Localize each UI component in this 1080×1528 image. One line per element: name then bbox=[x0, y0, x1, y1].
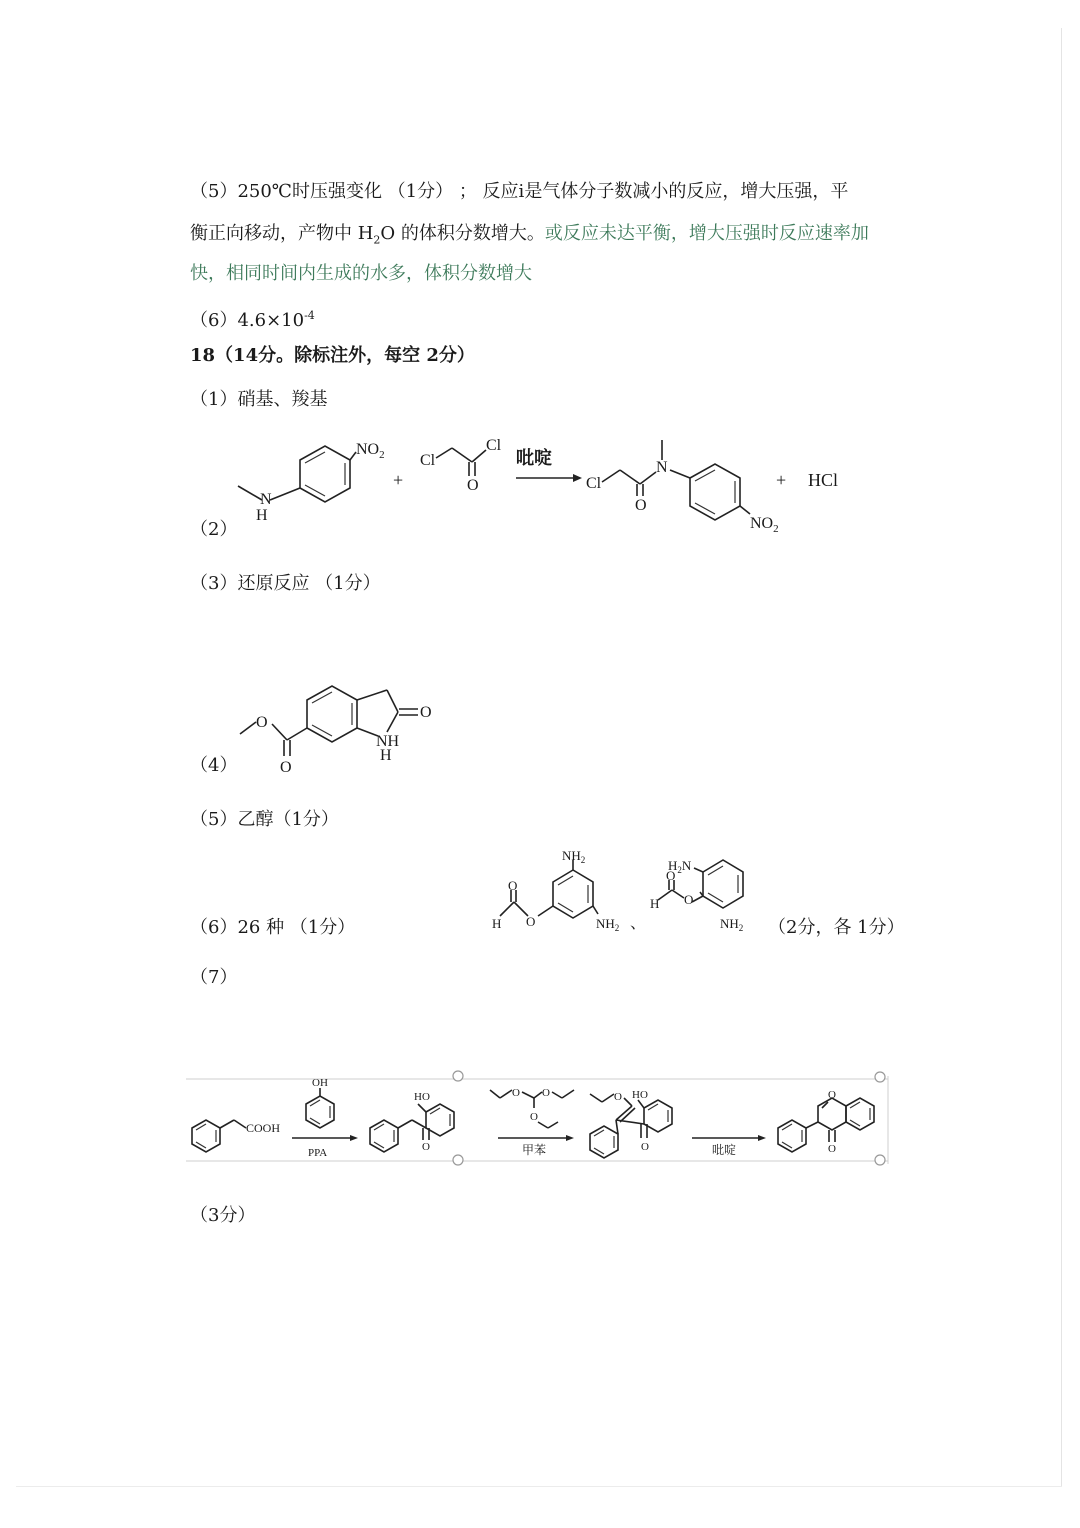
svg-text:Cl: Cl bbox=[586, 475, 602, 492]
svg-text:O: O bbox=[828, 1143, 836, 1155]
svg-text:+: + bbox=[393, 470, 404, 490]
q5-line-2: 衡正向移动，产物中 $H_2O$ 的体积分数增大。或反应未达平衡，增大压强时反应速率加 bbox=[190, 223, 869, 247]
svg-text:O: O bbox=[542, 1087, 550, 1099]
svg-text:O: O bbox=[530, 1111, 538, 1123]
svg-text:吡啶: 吡啶 bbox=[712, 1143, 737, 1157]
svg-text:N: N bbox=[260, 491, 272, 508]
svg-text:O: O bbox=[828, 1089, 836, 1101]
svg-text:PPA: PPA bbox=[308, 1147, 328, 1159]
svg-text:NH: NH bbox=[376, 733, 400, 750]
svg-text:O: O bbox=[420, 704, 432, 721]
q18-part3: （3）还原反应 （1分） bbox=[190, 573, 381, 594]
n-methyl-nitroaniline-structure bbox=[238, 441, 385, 524]
svg-text:NH2: $NH_2$ bbox=[596, 916, 620, 933]
svg-text:NO2: $NO_2$ bbox=[750, 515, 779, 535]
svg-text:H: H bbox=[256, 507, 268, 524]
synthesis-scheme-7 bbox=[186, 1064, 892, 1174]
svg-text:吡啶: 吡啶 bbox=[516, 448, 552, 468]
q18-part6-label: （6）26 种 （1分） bbox=[190, 917, 356, 938]
triethyl-orthoformate-structure bbox=[490, 1087, 574, 1128]
svg-text:O: O bbox=[641, 1141, 649, 1153]
q5-line-1: （5）250℃时压强变化 （1分） ； 反应i是气体分子数减小的反应，增大压强，平 bbox=[190, 181, 849, 202]
q5-alt-answer: 或反应未达平衡，增大压强时反应速率加 bbox=[544, 223, 869, 244]
svg-text:O: O bbox=[467, 477, 479, 494]
q5-line-3: 快，相同时间内生成的水多，体积分数增大 bbox=[190, 263, 532, 284]
isomer-structures bbox=[488, 848, 768, 940]
reaction-2-scheme bbox=[230, 430, 850, 540]
svg-text:O: O bbox=[508, 878, 518, 893]
svg-text:H2N: $H_2N$ bbox=[668, 858, 692, 875]
q18-part7-score: （3分） bbox=[190, 1205, 256, 1226]
enol-ether-intermediate-structure bbox=[590, 1089, 672, 1158]
svg-text:Cl: Cl bbox=[486, 437, 502, 454]
q18-part4-label: （4） bbox=[190, 755, 238, 776]
deoxybenzoin-intermediate-structure bbox=[370, 1091, 454, 1153]
isomer-2-structure bbox=[650, 858, 743, 933]
svg-text:HO: HO bbox=[414, 1091, 430, 1103]
svg-text:NH2: $NH_2$ bbox=[720, 916, 744, 933]
svg-text:COOH: COOH bbox=[246, 1121, 281, 1135]
q6-answer: $(6)4.6\times 10^{-4}$ bbox=[190, 309, 315, 331]
q18-part6-score: （2分，各 1分） bbox=[768, 917, 905, 938]
svg-text:、: 、 bbox=[630, 915, 647, 932]
svg-text:H: H bbox=[650, 896, 660, 911]
svg-text:NO2: $NO_2$ bbox=[356, 441, 385, 461]
chloroacetyl-chloride-structure bbox=[420, 437, 502, 494]
svg-text:OH: OH bbox=[312, 1077, 328, 1089]
svg-text:O: O bbox=[280, 759, 292, 776]
svg-text:HO: HO bbox=[632, 1089, 648, 1101]
isomer-1-structure bbox=[492, 848, 619, 933]
svg-text:N: N bbox=[656, 459, 668, 476]
svg-text:O: O bbox=[512, 1087, 520, 1099]
svg-text:HCl: HCl bbox=[808, 470, 839, 490]
isoflavone-product-structure bbox=[778, 1089, 874, 1155]
svg-text:H: H bbox=[492, 916, 502, 931]
q18-part2-label: （2） bbox=[190, 519, 238, 540]
svg-text:O: O bbox=[526, 914, 536, 929]
phenylacetic-acid-structure bbox=[192, 1120, 280, 1152]
chloroacetamide-product-structure bbox=[586, 440, 779, 535]
svg-text:O: O bbox=[422, 1141, 430, 1153]
svg-text:O: O bbox=[256, 714, 268, 731]
q18-part7-label: （7） bbox=[190, 967, 238, 988]
svg-text:O: O bbox=[684, 892, 694, 907]
svg-text:+: + bbox=[776, 470, 787, 490]
svg-text:O: O bbox=[635, 497, 647, 514]
svg-text:O: O bbox=[614, 1091, 622, 1103]
svg-text:O: O bbox=[666, 868, 676, 883]
svg-text:Cl: Cl bbox=[420, 452, 436, 469]
svg-text:NH2: $NH_2$ bbox=[562, 848, 586, 865]
q18-part1: （1）硝基、羧基 bbox=[190, 389, 328, 410]
phenol-structure bbox=[306, 1077, 334, 1128]
q18-header: 18（14分。除标注外，每空 2分） bbox=[190, 345, 475, 366]
q18-part5: （5）乙醇（1分） bbox=[190, 809, 339, 830]
page-edge-right bbox=[1061, 28, 1062, 1486]
svg-text:H: H bbox=[380, 747, 392, 764]
page-edge-bottom bbox=[16, 1486, 1062, 1487]
oxindole-ester-structure bbox=[232, 672, 452, 776]
svg-text:甲苯: 甲苯 bbox=[522, 1143, 547, 1157]
